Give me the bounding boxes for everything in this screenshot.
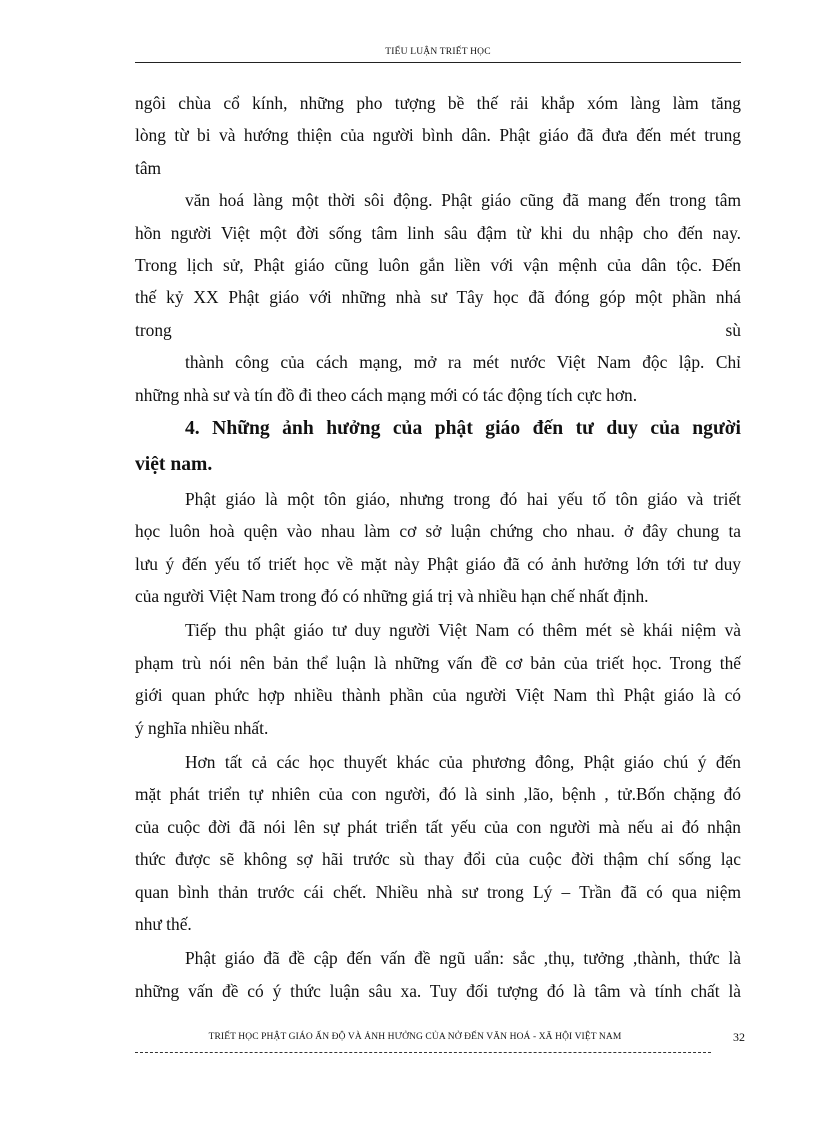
text-line: quan bình thản trước cái chết. Nhiều nhà sư trong Lý – Trần đã có qua niệm (135, 881, 741, 902)
text-line: những vấn đề có ý thức luận sâu xa. Tuy đối tượng đó là tâm và tính chất là (135, 980, 741, 1001)
text-line: Trong lịch sử, Phật giáo cũng luôn gắn liền với vận mệnh của dân tộc. Đến (135, 254, 741, 275)
text-line (135, 314, 741, 346)
text-line: mặt phát triển tự nhiên của con người, đó là sinh ,lão, bệnh , tử.Bốn chặng đó (135, 784, 741, 805)
text-line: những nhà sư và tín đồ đi theo cách mạng mới có tác động tích cực hơn. (135, 384, 638, 405)
running-footer: TRIẾT HỌC PHẬT GIÁO ẤN ĐỘ VÀ ẢNH HƯỞNG CỦA NỞ ĐẾN VĂN HOÁ - XÃ HỘI VIỆT NAM (208, 1032, 622, 1042)
body-text (135, 87, 741, 1007)
text-line: hồn người Việt một đời sống tâm linh sâu đậm từ khi du nhập cho đến nay. (135, 222, 741, 243)
text-line: của cuộc đời đã nói lên sự phát triển tất yếu của con người mà nếu ai đó nhận (135, 816, 741, 837)
footer-rule (135, 1052, 711, 1053)
text-line: ý nghĩa nhiều nhất. (135, 717, 269, 738)
text-line: tâm (135, 157, 162, 178)
header-rule (135, 62, 741, 63)
text-line: lòng từ bi và hướng thiện của người bình dân. Phật giáo đã đưa đến mét trung (135, 125, 741, 146)
text-line: Phật giáo đã đề cập đến vấn đề ngũ uẩn: sắc ,thụ, tưởng ,thành, thức là (185, 948, 741, 969)
text-line: thế kỷ XX Phật giáo với những nhà sư Tây học đã đóng góp một phần nhá (135, 287, 741, 308)
text-line: văn hoá làng một thời sôi động. Phật giáo cũng đã mang đến trong tâm (185, 190, 741, 211)
text-line: lưu ý đến yếu tố triết học về mặt này Phật giáo đã có ảnh hưởng lớn tới tư duy (135, 553, 741, 574)
text-line: Tiếp thu phật giáo tư duy người Việt Nam có thêm mét sè khái niệm và (185, 620, 741, 641)
text-line: của người Việt Nam trong đó có những giá trị và nhiều hạn chế nhất định. (135, 586, 649, 607)
text-line: như thế. (135, 913, 192, 934)
text-line: học luôn hoà quện vào nhau làm cơ sở luận chứng cho nhau. ở đây chung ta (135, 521, 741, 542)
text-line: phạm trù nói nên bản thể luận là những vấn đề cơ bản của triết học. Trong thế (135, 652, 741, 673)
text-fragment: sù (725, 319, 741, 340)
text-line: thức được sẽ không sợ hãi trước sù thay đổi của cuộc đời thậm chí sống lạc (135, 849, 741, 870)
page-number: 32 (733, 1030, 745, 1044)
text-fragment: trong (135, 319, 172, 340)
section-heading: 4. Những ảnh hưởng của phật giáo đến tư duy của người (185, 417, 741, 439)
text-line: Phật giáo là một tôn giáo, nhưng trong đó hai yếu tố tôn giáo và triết (185, 488, 741, 509)
text-line: thành công của cách mạng, mở ra mét nước Việt Nam độc lập. Chỉ (185, 352, 741, 373)
running-header: TIỂU LUẬN TRIẾT HỌC (385, 47, 491, 57)
text-line: ngôi chùa cổ kính, những pho tượng bề thế rải khắp xóm làng làm tăng (135, 93, 741, 113)
text-line: Hơn tất cả các học thuyết khác của phương đông, Phật giáo chú ý đến (185, 752, 741, 773)
text-line: giới quan phức hợp nhiều thành phần của người Việt Nam thì Phật giáo là có (135, 685, 741, 706)
section-heading: việt nam. (135, 453, 213, 475)
